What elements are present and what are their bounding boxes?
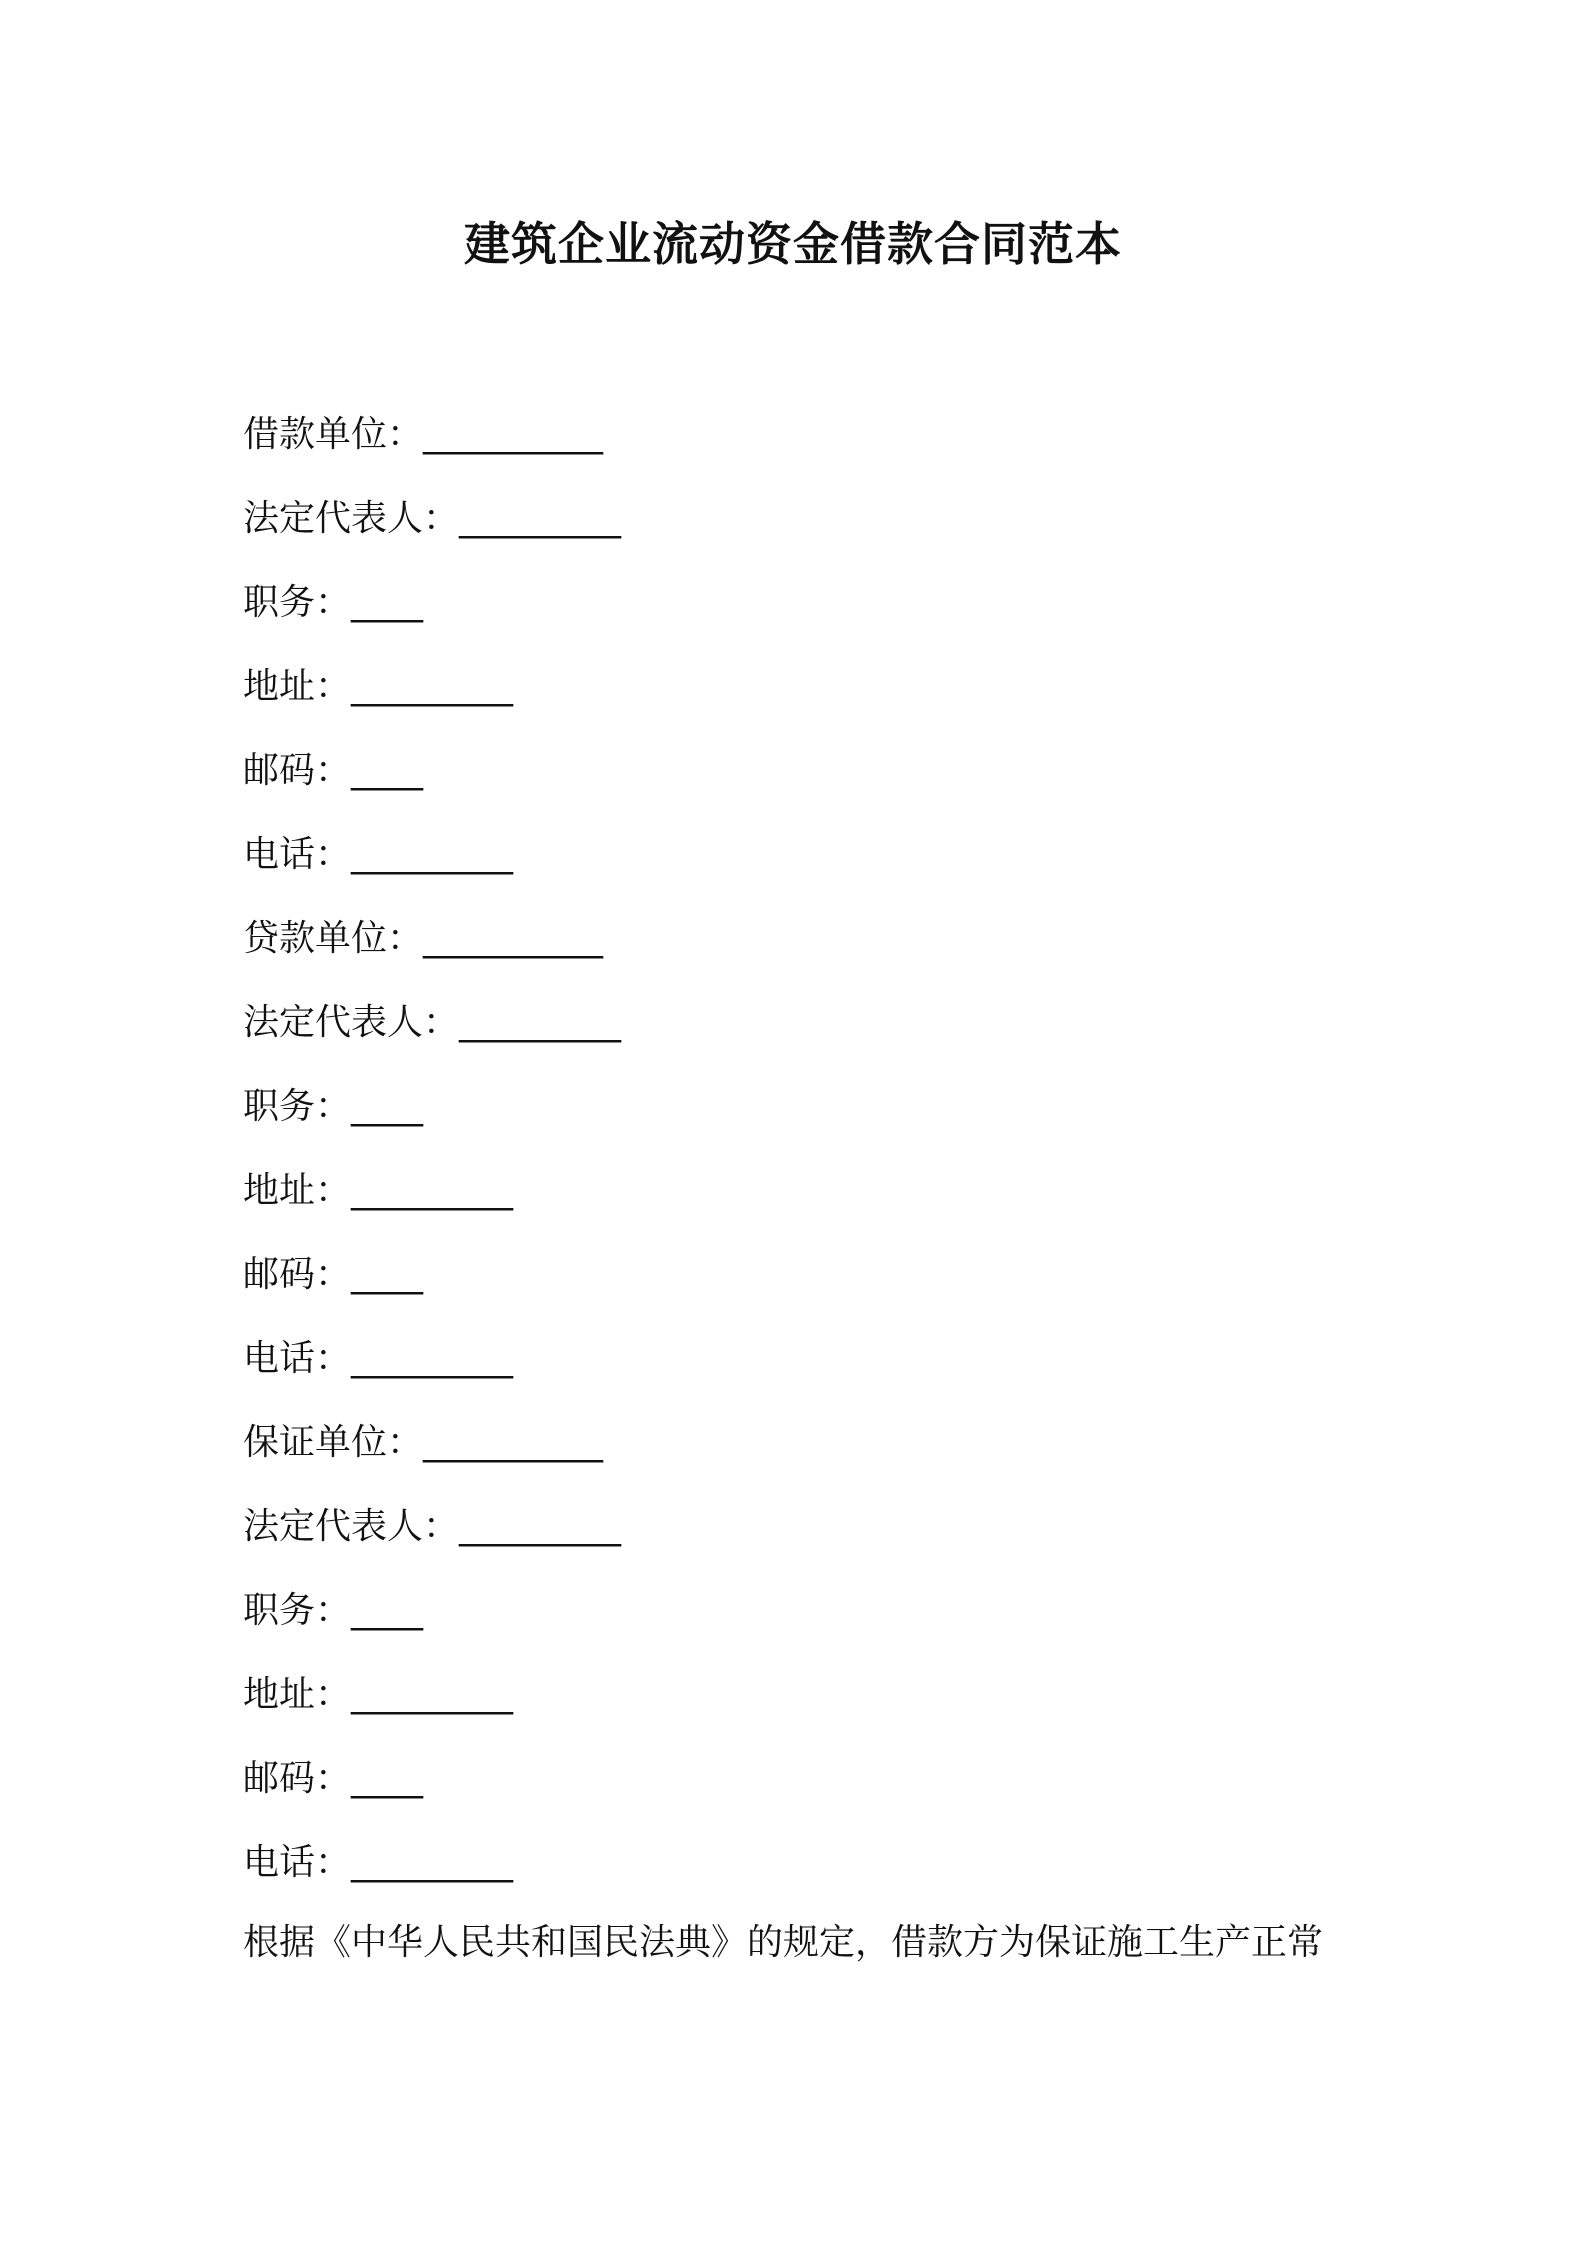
- document-title: 建筑企业流动资金借款合同范本: [464, 217, 1122, 271]
- field-blank: __________: [423, 414, 604, 455]
- field-lender-unit: [243, 909, 1363, 993]
- field-blank: _________: [459, 1506, 622, 1547]
- field-label: 地址：: [243, 666, 352, 707]
- field-guarantor-postcode: [243, 1749, 1363, 1833]
- field-label: 地址：: [243, 1674, 352, 1715]
- field-borrower-phone: [243, 825, 1363, 909]
- field-guarantor-legal-rep: [243, 1497, 1363, 1581]
- field-label: 借款单位：: [243, 414, 424, 455]
- field-lender-address: [243, 1161, 1363, 1245]
- field-blank: _________: [351, 1842, 514, 1883]
- field-borrower-postcode: [243, 741, 1363, 825]
- field-label: 地址：: [243, 1170, 352, 1211]
- field-label: 电话：: [243, 834, 352, 875]
- field-guarantor-unit: [243, 1413, 1363, 1497]
- field-guarantor-phone: [243, 1833, 1363, 1917]
- field-label: 职务：: [243, 1590, 352, 1631]
- field-label: 贷款单位：: [243, 918, 424, 959]
- body-paragraph: 根据《中华人民共和国民法典》的规定，借款方为保证施工生产正常: [243, 1922, 1324, 1963]
- field-lender-position: [243, 1077, 1363, 1161]
- field-blank: ____: [351, 1086, 424, 1127]
- field-label: 邮码：: [243, 1758, 352, 1799]
- field-lender-legal-rep: [243, 993, 1363, 1077]
- field-blank: _________: [351, 666, 514, 707]
- field-label: 邮码：: [243, 1254, 352, 1295]
- field-label: 邮码：: [243, 750, 352, 791]
- field-blank: _________: [351, 1674, 514, 1715]
- field-blank: ____: [351, 1254, 424, 1295]
- field-borrower-legal-rep: [243, 489, 1363, 573]
- field-label: 电话：: [243, 1842, 352, 1883]
- field-blank: _________: [351, 834, 514, 875]
- field-lender-postcode: [243, 1245, 1363, 1329]
- field-label: 职务：: [243, 1086, 352, 1127]
- field-label: 电话：: [243, 1338, 352, 1379]
- field-blank: _________: [459, 498, 622, 539]
- field-blank: __________: [423, 1422, 604, 1463]
- field-label: 保证单位：: [243, 1422, 424, 1463]
- field-label: 法定代表人：: [243, 1506, 460, 1547]
- field-blank: ____: [351, 1590, 424, 1631]
- field-blank: ____: [351, 582, 424, 623]
- field-lender-phone: [243, 1329, 1363, 1413]
- field-blank: __________: [423, 918, 604, 959]
- field-blank: _________: [459, 1002, 622, 1043]
- field-guarantor-position: [243, 1581, 1363, 1665]
- field-label: 法定代表人：: [243, 1002, 460, 1043]
- field-blank: ____: [351, 750, 424, 791]
- field-borrower-position: [243, 573, 1363, 657]
- field-borrower-address: [243, 657, 1363, 741]
- field-borrower-unit: [243, 405, 1363, 489]
- party-info-fields: [243, 405, 1363, 1917]
- field-label: 法定代表人：: [243, 498, 460, 539]
- field-label: 职务：: [243, 582, 352, 623]
- field-blank: ____: [351, 1758, 424, 1799]
- field-guarantor-address: [243, 1665, 1363, 1749]
- field-blank: _________: [351, 1338, 514, 1379]
- field-blank: _________: [351, 1170, 514, 1211]
